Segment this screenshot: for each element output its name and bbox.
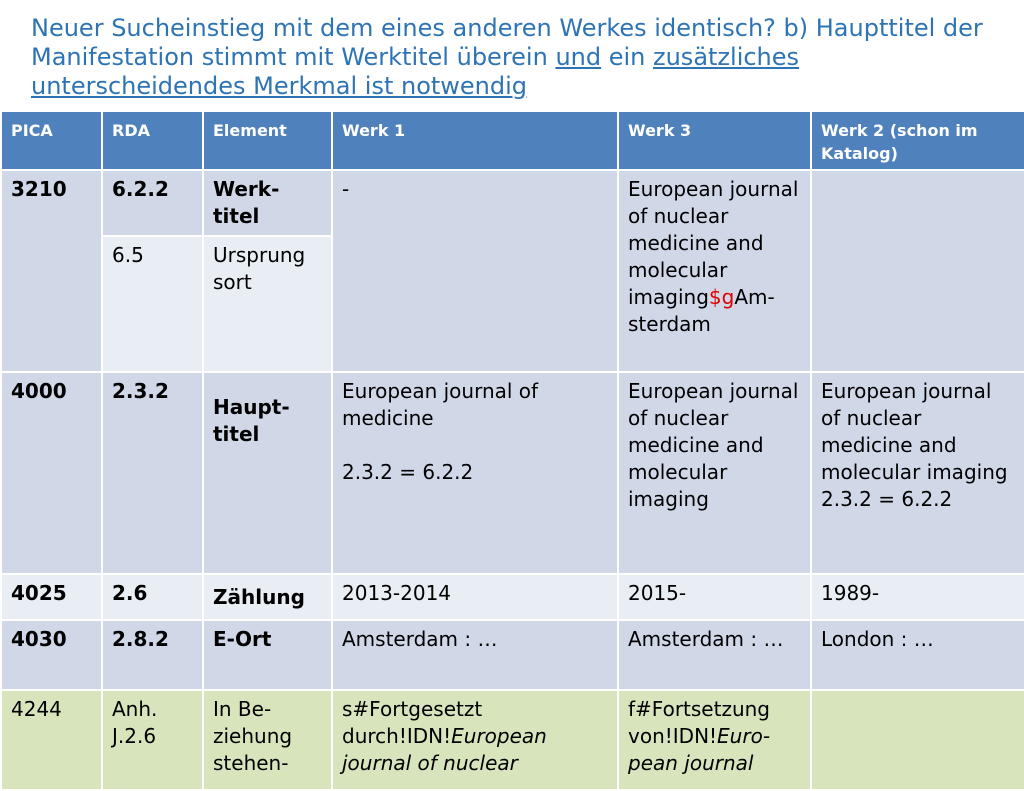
werk1-title: European journal of medicine	[342, 379, 539, 430]
cell-rda: Anh. J.2.6	[102, 690, 203, 790]
header-werk3: Werk 3	[618, 111, 811, 170]
werk3-place-text: Am-sterdam	[628, 285, 775, 336]
cell-rda: 2.6	[102, 574, 203, 620]
table-row	[1, 170, 1024, 236]
comparison-table	[0, 110, 1024, 791]
cell-werk1: -	[332, 170, 618, 372]
werk1-link-prefix: s#Fortgesetzt durch!IDN!	[342, 697, 483, 748]
cell-rda: 6.5	[102, 236, 203, 372]
header-rda: RDA	[102, 111, 203, 170]
title-text-2: ein	[601, 43, 653, 71]
cell-werk1	[332, 690, 618, 790]
cell-werk3: 2015-	[618, 574, 811, 620]
cell-element: In Be-ziehung stehen-	[203, 690, 332, 790]
cell-werk3	[618, 690, 811, 790]
header-werk2: Werk 2 (schon im Katalog)	[811, 111, 1024, 170]
table-row	[1, 372, 1024, 574]
cell-element: E-Ort	[203, 620, 332, 690]
table-row	[1, 620, 1024, 690]
werk3-title-text: European journal of nuclear medicine and molecular imaging	[628, 177, 799, 309]
element-label: Haupt-titel	[213, 395, 290, 446]
cell-werk3	[618, 170, 811, 372]
werk1-note: 2.3.2 = 6.2.2	[342, 460, 474, 484]
werk3-link-title: Euro-pean journal	[628, 724, 771, 775]
cell-werk2	[811, 170, 1024, 372]
cell-werk1: 2013-2014	[332, 574, 618, 620]
cell-pica: 4244	[1, 690, 102, 790]
cell-werk3: European journal of nuclear medicine and molecular imaging	[618, 372, 811, 574]
slide-title	[31, 14, 1011, 101]
cell-werk3: Amsterdam : …	[618, 620, 811, 690]
element-label: Zählung	[213, 585, 305, 609]
cell-werk1	[332, 372, 618, 574]
cell-rda: 2.8.2	[102, 620, 203, 690]
header-werk1: Werk 1	[332, 111, 618, 170]
cell-element: Ursprung sort	[203, 236, 332, 372]
cell-pica: 4025	[1, 574, 102, 620]
werk3-link-prefix: f#Fortsetzung von!IDN!	[628, 697, 771, 748]
header-element: Element	[203, 111, 332, 170]
table-header-row	[1, 111, 1024, 170]
table-row	[1, 690, 1024, 790]
table-row	[1, 574, 1024, 620]
cell-pica: 4000	[1, 372, 102, 574]
header-pica: PICA	[1, 111, 102, 170]
subfield-code: $g	[708, 285, 735, 309]
cell-werk2: London : …	[811, 620, 1024, 690]
cell-pica: 3210	[1, 170, 102, 372]
title-underlined-phrase: zusätzliches unterscheidendes Merkmal ist notwendig	[31, 43, 800, 100]
cell-element: Werk-titel	[203, 170, 332, 236]
cell-werk2	[811, 690, 1024, 790]
title-underlined-und: und	[555, 43, 602, 71]
werk1-link-title: European journal of nuclear	[342, 724, 547, 775]
cell-werk1: Amsterdam : …	[332, 620, 618, 690]
cell-rda: 6.2.2	[102, 170, 203, 236]
cell-werk2	[811, 372, 1024, 574]
cell-element	[203, 574, 332, 620]
cell-werk2: 1989-	[811, 574, 1024, 620]
cell-element	[203, 372, 332, 574]
title-text-1: Neuer Sucheinstieg mit dem eines anderen Werkes identisch? b) Haupttitel der Manifestation stimmt mit Werktitel überein	[31, 14, 983, 71]
cell-rda: 2.3.2	[102, 372, 203, 574]
cell-pica: 4030	[1, 620, 102, 690]
werk2-note: 2.3.2 = 6.2.2	[821, 487, 953, 511]
werk2-title: European journal of nuclear medicine and molecular imaging	[821, 379, 1008, 484]
